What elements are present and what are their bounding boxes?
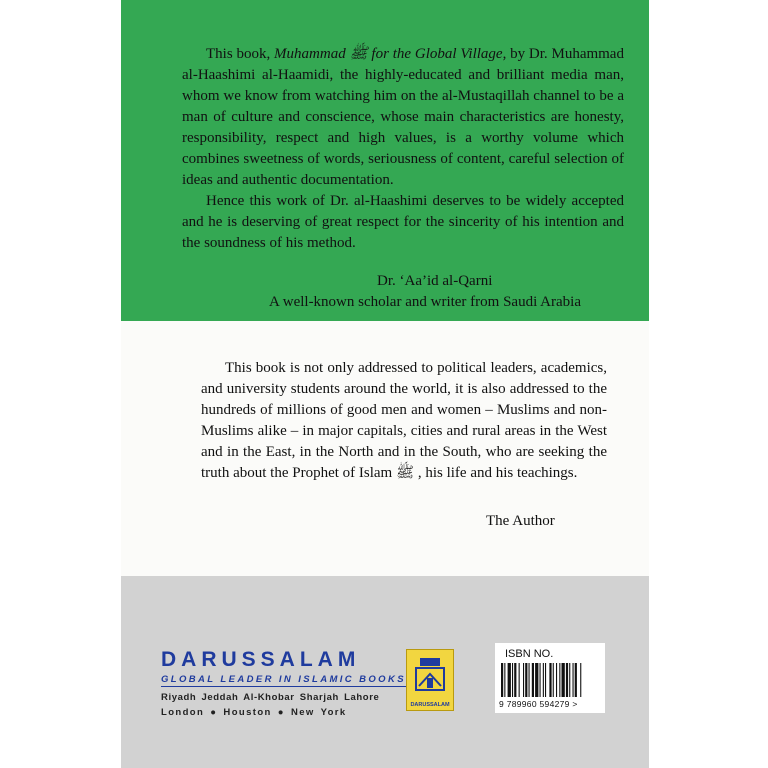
barcode-bar (532, 663, 534, 697)
isbn-digits: 9 789960 594279 > (499, 699, 578, 709)
publisher-cities-line2: London ● Houston ● New York (161, 707, 347, 718)
endorser-role: A well-known scholar and writer from Saudi Arabia (268, 294, 581, 310)
book-back-cover (121, 0, 649, 768)
endorsement-paragraph-1: This book, Muhammad ﷺ for the Global Village, by Dr. Muhammad al-Haashimi al-Haamidi, the highly-educated and brilliant media man, whom we know from watching him on the al-Mustaqillah channel to be a man of culture and conscience, whose main characteristics are honesty, responsibility, respect and high values, is a worthy volume which combines sweetness of words, seriousness of content, careful selection of ideas and authentic documentation. (182, 46, 624, 188)
barcode-bar (540, 663, 541, 697)
barcode-bar (575, 663, 577, 697)
barcode-bar (580, 663, 581, 697)
barcode-bar (512, 663, 513, 697)
barcode-bar (569, 663, 570, 697)
endorsement-quote (182, 44, 624, 254)
publisher-logo-icon (406, 649, 454, 711)
barcode-bar (519, 663, 520, 697)
barcode-bar (549, 663, 551, 697)
barcode-bar (535, 663, 538, 697)
barcode-bar (523, 663, 524, 697)
barcode-bar (514, 663, 516, 697)
barcode-bar (504, 663, 505, 697)
publisher-name: DARUSSALAM (161, 648, 361, 671)
barcode-bar (566, 663, 568, 697)
barcode-bar (545, 663, 546, 697)
publisher-logo-label: DARUSSALAM (410, 702, 450, 708)
barcode (499, 663, 609, 699)
isbn-title: ISBN NO. (505, 648, 554, 660)
barcode-bar (501, 663, 503, 697)
barcode-bar (562, 663, 565, 697)
barcode-bar (553, 663, 554, 697)
barcode-bar (529, 663, 530, 697)
barcode-bar (556, 663, 557, 697)
endorser-name: Dr. ‘Aa’id al-Qarni (377, 273, 493, 289)
endorsement-paragraph-2: Hence this work of Dr. al-Haashimi deserves to be widely accepted and he is deserving of great respect for the sincerity of his intention and the soundness of his method. (182, 193, 624, 251)
author-signature: The Author (486, 513, 555, 529)
barcode-bar (525, 663, 527, 697)
author-quote: This book is not only addressed to political leaders, academics, and university students around the world, it is also addressed to the hundreds of millions of good men and women – Muslims and non-Muslims alike – in major capitals, cities and rural areas in the West and in the East, in the North and in the South, who are seeking the truth about the Prophet of Islam ﷺ , his life and his teachings. (201, 360, 607, 481)
book-title: Muhammad ﷺ for the Global Village (274, 46, 503, 62)
publisher-tagline: GLOBAL LEADER IN ISLAMIC BOOKS (161, 674, 406, 685)
barcode-bar (543, 663, 544, 697)
barcode-bar (508, 663, 511, 697)
barcode-bar (559, 663, 560, 697)
barcode-bar (573, 663, 574, 697)
isbn-box (495, 643, 605, 713)
publisher-cities-line1: Riyadh Jeddah Al-Khobar Sharjah Lahore (161, 692, 380, 703)
book-stand-icon (407, 650, 453, 710)
